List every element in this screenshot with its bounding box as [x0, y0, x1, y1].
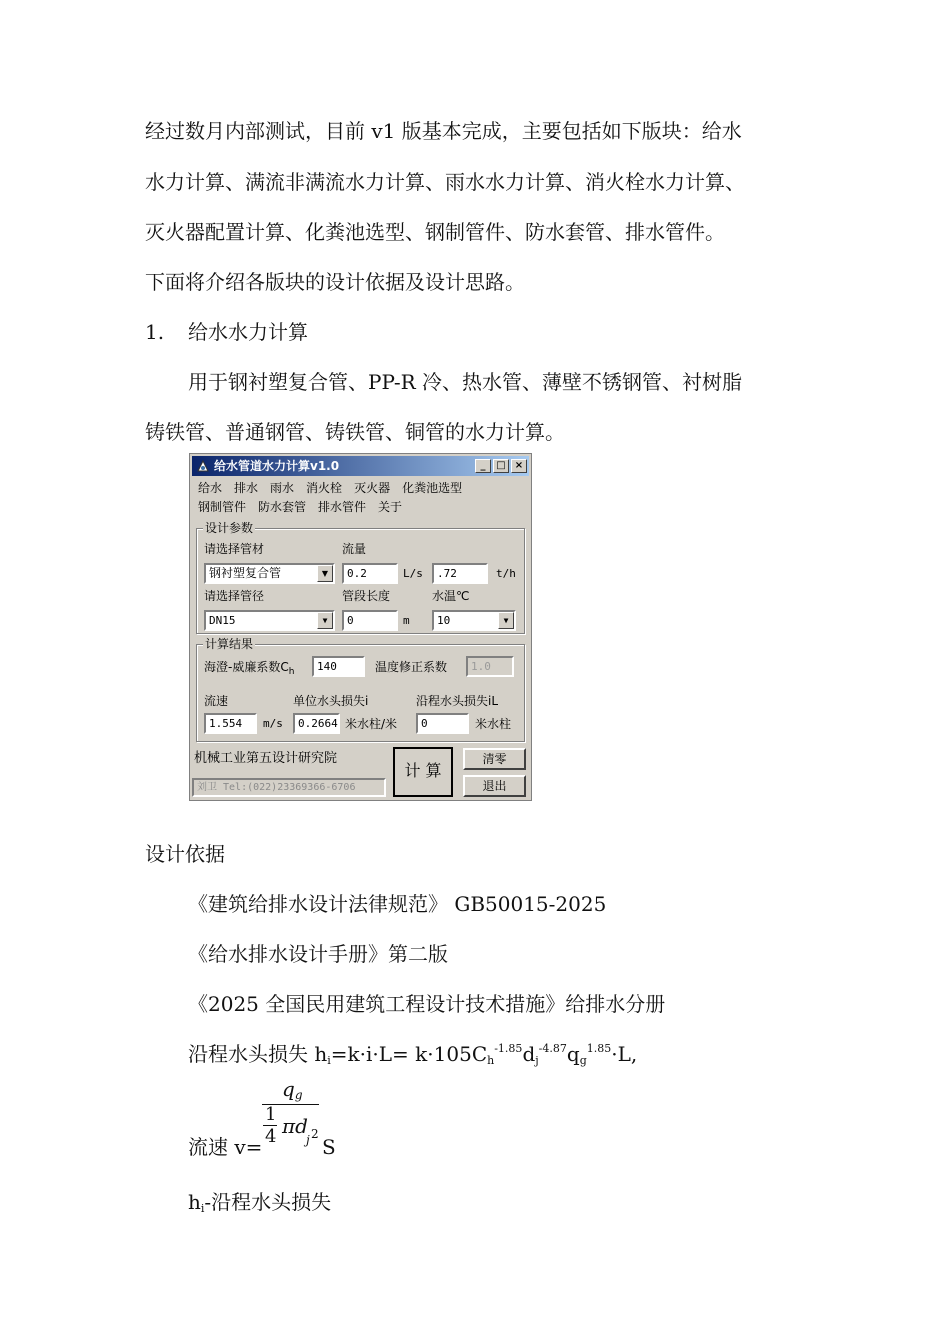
description-line-1: 用于钢衬塑复合管、PP-R 冷、热水管、薄壁不锈钢管、衬树脂 [188, 370, 742, 394]
velocity-unit-s: S [322, 1135, 336, 1159]
formula-sub: g [579, 1054, 587, 1067]
unit-loss-label: 单位水头损失i [293, 694, 369, 708]
denominator-sub-j: j [306, 1133, 310, 1147]
formula-text: =k·i·L= k·105C [330, 1042, 488, 1066]
temperature-value: 10 [437, 614, 451, 627]
path-loss-output: 0 [416, 713, 469, 734]
quarter-denominator: 4 [265, 1126, 277, 1147]
temp-correction-input: 1.0 [466, 656, 514, 677]
path-loss-label: 沿程水头损失iL [416, 694, 499, 708]
pi-d: πd [282, 1114, 308, 1138]
exit-button[interactable]: 退出 [463, 775, 526, 797]
formula-text: 沿程水头损失 h [188, 1042, 328, 1066]
intro-line-3: 灭火器配置计算、化粪池选型、钢制管件、防水套管、排水管件。 [145, 220, 725, 244]
menu-bar-row-2 [198, 499, 414, 515]
menu-item[interactable]: 防水套管 [258, 500, 307, 514]
temperature-select[interactable] [432, 610, 516, 631]
reference-3: 《2025 全国民用建筑工程设计技术措施》给排水分册 [188, 992, 666, 1016]
length-label: 管段长度 [342, 589, 391, 603]
app-window [189, 453, 532, 801]
app-icon [196, 459, 210, 473]
length-unit: m [403, 614, 410, 627]
menu-bar-row-1 [198, 480, 474, 496]
formula-text: d [522, 1042, 536, 1066]
head-loss-formula [188, 1040, 637, 1068]
denominator-exp: 2 [311, 1127, 319, 1141]
menu-item[interactable]: 关于 [378, 500, 403, 514]
section-title: 给水水力计算 [188, 320, 308, 344]
hazen-williams-text: 海澄-威廉系数C [204, 660, 289, 674]
temperature-label: 水温℃ [432, 589, 470, 603]
temp-correction-label: 温度修正系数 [375, 660, 448, 674]
fraction-numerator [282, 1077, 303, 1101]
velocity-unit: m/s [263, 717, 283, 730]
basis-heading: 设计依据 [145, 842, 225, 866]
formula-sub: j [535, 1054, 539, 1067]
formula-sup: -1.85 [494, 1042, 523, 1055]
title-bar [192, 456, 529, 476]
reference-1: 《建筑给排水设计法律规范》 GB50015-2025 [188, 892, 607, 916]
chevron-down-icon[interactable]: ▼ [317, 565, 333, 582]
section-number: 1. [145, 320, 165, 344]
formula-text: ·L, [611, 1042, 638, 1066]
clear-button[interactable]: 清零 [463, 748, 526, 770]
denominator-pid [282, 1114, 308, 1138]
diameter-select[interactable] [204, 610, 335, 631]
velocity-label: 流速 [204, 694, 229, 708]
intro-line-4: 下面将介绍各版块的设计依据及设计思路。 [145, 270, 525, 294]
menu-item[interactable]: 排水 [234, 481, 259, 495]
chevron-down-icon[interactable]: ▼ [498, 612, 514, 629]
menu-item[interactable]: 消火栓 [306, 481, 343, 495]
calculate-button[interactable]: 计 算 [394, 748, 452, 796]
quarter-numerator: 1 [265, 1104, 277, 1125]
menu-item[interactable]: 给水 [198, 481, 223, 495]
pipe-material-select[interactable] [204, 563, 335, 584]
hazen-williams-input[interactable]: 140 [312, 656, 365, 677]
close-icon[interactable]: × [511, 459, 527, 473]
menu-item[interactable]: 钢制管件 [198, 500, 247, 514]
pipe-material-value: 钢衬塑复合管 [209, 566, 282, 580]
params-group-label: 设计参数 [205, 521, 254, 535]
reference-2: 《给水排水设计手册》第二版 [188, 942, 448, 966]
intro-line-2: 水力计算、满流非满流水力计算、雨水水力计算、消火栓水力计算、 [145, 170, 745, 194]
hazen-williams-sub: h [288, 667, 295, 677]
length-input[interactable]: 0 [342, 610, 398, 631]
formula-sup: -4.87 [538, 1042, 567, 1055]
formula-sub: i [327, 1054, 331, 1067]
minimize-icon[interactable]: _ [475, 459, 491, 473]
results-group-label: 计算结果 [205, 637, 254, 651]
diameter-label: 请选择管径 [204, 589, 265, 603]
organization-name: 机械工业第五设计研究院 [194, 751, 338, 766]
contact-field: 刘卫 Tel:(022)23369366-6706 [192, 778, 386, 797]
flow-th-unit: t/h [496, 567, 516, 580]
def-text: -沿程水头损失 [204, 1190, 332, 1214]
formula-sub: h [487, 1054, 495, 1067]
def-h: h [188, 1190, 201, 1214]
numerator-q: q [282, 1077, 295, 1101]
maximize-icon[interactable]: □ [493, 459, 509, 473]
unit-loss-unit: 米水柱/米 [345, 717, 398, 731]
velocity-output: 1.554 [204, 713, 257, 734]
chevron-down-icon[interactable]: ▼ [317, 612, 333, 629]
menu-item[interactable]: 雨水 [270, 481, 295, 495]
window-title: 给水管道水力计算v1.0 [214, 459, 340, 473]
pipe-material-label: 请选择管材 [204, 542, 265, 556]
unit-loss-output: 0.2664 [293, 713, 340, 734]
flow-label: 流量 [342, 542, 367, 556]
path-loss-unit: 米水柱 [475, 717, 512, 731]
hazen-williams-label [204, 659, 294, 675]
menu-item[interactable]: 化粪池选型 [402, 481, 463, 495]
velocity-formula-prefix: 流速 v= [188, 1135, 263, 1159]
menu-item[interactable]: 排水管件 [318, 500, 367, 514]
description-line-2: 铸铁管、普通钢管、铸铁管、铜管的水力计算。 [145, 420, 565, 444]
numerator-sub: g [294, 1088, 303, 1102]
definition-hi [188, 1188, 331, 1216]
intro-line-1: 经过数月内部测试，目前 v1 版基本完成，主要包括如下版块：给水 [145, 119, 742, 143]
diameter-value: DN15 [209, 614, 236, 627]
menu-item[interactable]: 灭火器 [354, 481, 391, 495]
flow-th-input[interactable]: .72 [432, 563, 488, 584]
formula-text: q [566, 1042, 580, 1066]
flow-ls-input[interactable]: 0.2 [342, 563, 398, 584]
def-sub: i [200, 1202, 205, 1215]
formula-sup: 1.85 [586, 1042, 612, 1055]
flow-ls-unit: L/s [403, 567, 423, 580]
